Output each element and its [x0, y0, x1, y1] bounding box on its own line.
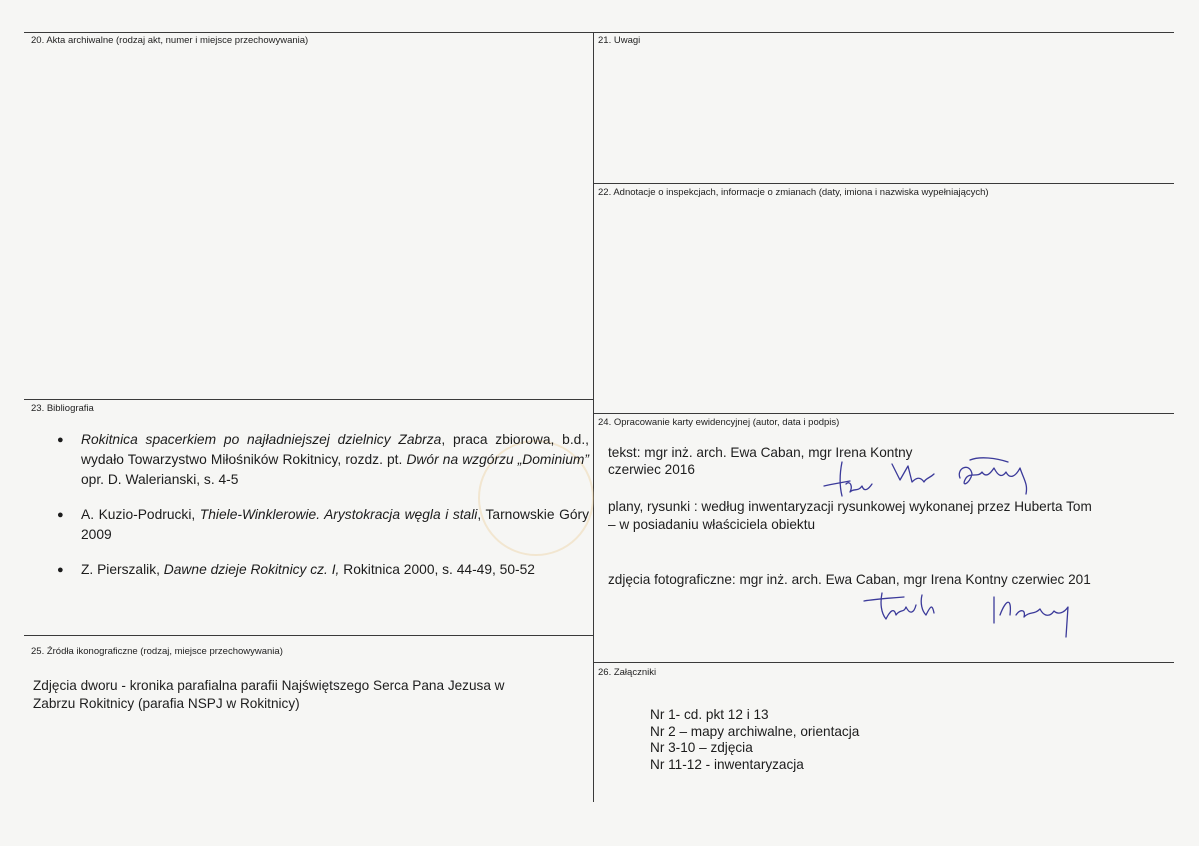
bibliography-title: Rokitnica spacerkiem po najładniejszej dzielnicy Zabrza	[81, 432, 442, 447]
section-21-heading: 21. Uwagi	[598, 35, 641, 46]
plans-line: plany, rysunki : według inwentaryzacji rysunkowej wykonanej przez Huberta Tom	[608, 499, 1092, 514]
rule-s22-top	[593, 183, 1174, 184]
bibliography-title: Thiele-Winklerowie. Arystokracja węgla i stali	[199, 507, 478, 522]
bibliography-details: , Tarnowskie Góry 2009	[81, 507, 589, 542]
section-22-heading: 22. Adnotacje o inspekcjach, informacje o zmianach (daty, imiona i nazwiska wypełniających)	[598, 187, 989, 198]
section-24-heading: 24. Opracowanie karty ewidencyjnej (autor, data i podpis)	[598, 417, 840, 428]
bibliography-author: A. Kuzio-Podrucki,	[81, 507, 200, 522]
rule-s26-top	[593, 662, 1174, 663]
rule-top	[24, 32, 1174, 33]
bibliography-list	[57, 430, 589, 580]
bibliography-author: Z. Pierszalik,	[81, 562, 164, 577]
bullet-icon: ●	[57, 434, 64, 446]
bibliography-details: , praca zbiorowa, b.d., wydało Towarzystwo Miłośników Rokitnicy, rozdz. pt.	[81, 432, 589, 467]
bibliography-chapter-title: Dwór na wzgórzu „Dominium”	[406, 452, 589, 467]
bibliography-details-2: opr. D. Walerianski, s. 4-5	[81, 472, 239, 487]
rule-s23-top	[24, 399, 593, 400]
rule-s24-top	[593, 413, 1174, 414]
attachments-list	[650, 707, 859, 773]
bullet-icon: ●	[57, 509, 64, 521]
attachment-item: Nr 1- cd. pkt 12 i 13	[650, 707, 769, 722]
section-26-heading: 26. Załączniki	[598, 667, 657, 678]
authors-text-line: tekst: mgr inż. arch. Ewa Caban, mgr Irena Kontny	[608, 445, 913, 460]
bibliography-title: Dawne dzieje Rokitnicy cz. I,	[163, 562, 340, 577]
plans-owner-line: – w posiadaniu właściciela obiektu	[608, 517, 816, 532]
authors-date-line: czerwiec 2016	[608, 462, 695, 477]
bibliography-item	[57, 560, 589, 580]
photos-line: zdjęcia fotograficzne: mgr inż. arch. Ewa Caban, mgr Irena Kontny czerwiec 201	[608, 572, 1091, 587]
section-23-heading: 23. Bibliografia	[31, 403, 94, 414]
bibliography-item	[57, 505, 589, 545]
rule-s25-top	[24, 635, 593, 636]
attachment-item: Nr 11-12 - inwentaryzacja	[650, 756, 804, 772]
signatures-row-2	[860, 585, 1090, 645]
bullet-icon: ●	[57, 564, 64, 576]
attachment-item: Nr 3-10 – zdjęcia	[650, 740, 753, 755]
rule-center	[593, 32, 594, 802]
iconography-line-2: Zabrzu Rokitnicy (parafia NSPJ w Rokitnicy)	[33, 696, 300, 711]
section-25-heading: 25. Źródła ikonograficzne (rodzaj, miejsce przechowywania)	[31, 646, 283, 657]
iconography-line-1: Zdjęcia dworu - kronika parafialna parafii Najświętszego Serca Pana Jezusa w	[33, 678, 505, 693]
attachment-item: Nr 2 – mapy archiwalne, orientacja	[650, 723, 860, 739]
section-20-heading: 20. Akta archiwalne (rodzaj akt, numer i miejsce przechowywania)	[31, 35, 309, 46]
signatures-row-1	[820, 448, 1040, 508]
bibliography-item	[57, 430, 589, 490]
bibliography-details: Rokitnica 2000, s. 44-49, 50-52	[339, 562, 535, 577]
